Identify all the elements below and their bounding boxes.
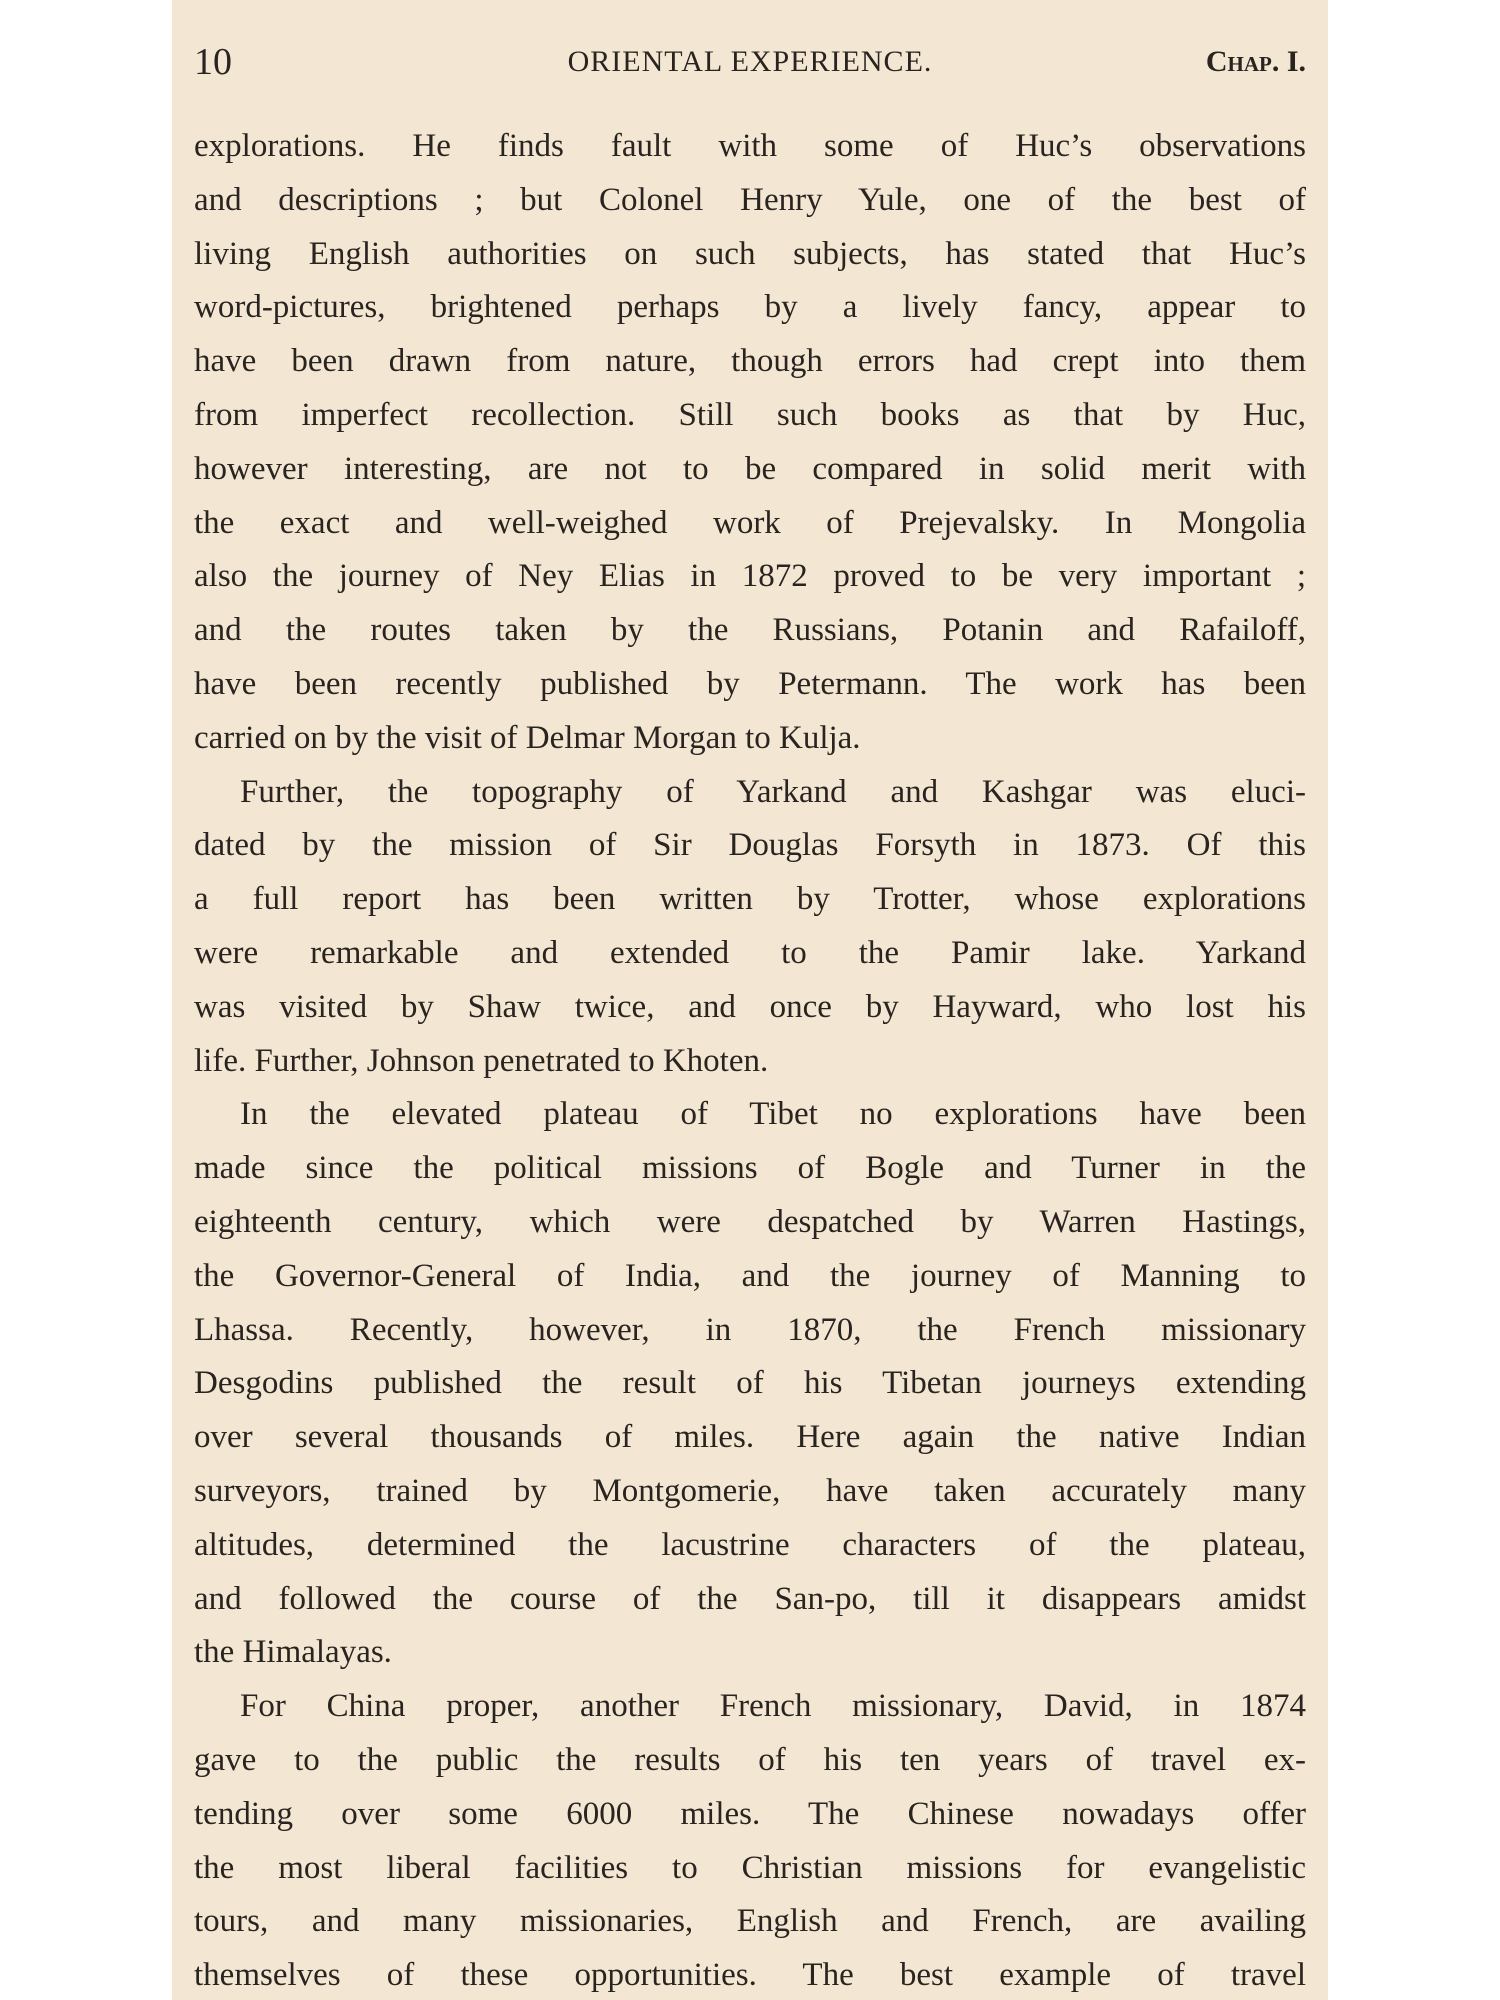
text-line: tours, and many missionaries, English and French, are availing	[194, 1903, 1306, 1940]
paragraph	[194, 766, 1306, 1089]
text-line: and followed the course of the San-po, till it disappears amidst	[194, 1580, 1306, 1617]
text-line: In the elevated plateau of Tibet no explorations have been	[240, 1096, 1306, 1133]
text-line: Further, the topography of Yarkand and Kashgar was eluci-	[240, 773, 1306, 810]
text-line: living English authorities on such subjects, has stated that Huc’s	[194, 235, 1306, 272]
text-line: and the routes taken by the Russians, Potanin and Rafailoff,	[194, 612, 1306, 649]
text-line: made since the political missions of Bogle and Turner in the	[194, 1150, 1306, 1187]
text-line: the exact and well-weighed work of Prejevalsky. In Mongolia	[194, 504, 1306, 541]
text-line: carried on by the visit of Delmar Morgan to Kulja.	[194, 719, 861, 756]
text-line: gave to the public the results of his ten years of travel ex-	[194, 1741, 1306, 1778]
text-line: have been drawn from nature, though errors had crept into them	[194, 343, 1306, 380]
text-line: a full report has been written by Trotter, whose explorations	[194, 881, 1306, 918]
text-line: also the journey of Ney Elias in 1872 proved to be very important ;	[194, 558, 1306, 595]
text-line: eighteenth century, which were despatched by Warren Hastings,	[194, 1203, 1306, 1240]
text-line: were remarkable and extended to the Pamir lake. Yarkand	[194, 934, 1306, 971]
text-line: For China proper, another French missionary, David, in 1874	[240, 1688, 1306, 1725]
text-line: Lhassa. Recently, however, in 1870, the French missionary	[194, 1311, 1306, 1348]
paragraph	[194, 120, 1306, 766]
text-line: explorations. He finds fault with some of Huc’s observations	[194, 128, 1306, 164]
running-title: ORIENTAL EXPERIENCE.	[567, 45, 933, 78]
page-number: 10	[194, 41, 232, 83]
text-line: themselves of these opportunities. The best example of travel	[194, 1957, 1306, 1994]
text-line: over several thousands of miles. Here again the native Indian	[194, 1419, 1306, 1456]
text-line: surveyors, trained by Montgomerie, have taken accurately many	[194, 1472, 1306, 1509]
text-line: Desgodins published the result of his Tibetan journeys extending	[194, 1365, 1306, 1402]
text-line: was visited by Shaw twice, and once by Hayward, who lost his	[194, 988, 1306, 1025]
text-line: dated by the mission of Sir Douglas Forsyth in 1873. Of this	[194, 827, 1306, 864]
text-line: from imperfect recollection. Still such books as that by Huc,	[194, 396, 1306, 433]
text-line: tending over some 6000 miles. The Chinese nowadays offer	[194, 1795, 1306, 1832]
text-line: word-pictures, brightened perhaps by a lively fancy, appear to	[194, 289, 1306, 326]
text-line: however interesting, are not to be compared in solid merit with	[194, 450, 1306, 487]
paragraph	[194, 1680, 1306, 2000]
text-line: and descriptions ; but Colonel Henry Yule, one of the best of	[194, 181, 1306, 218]
text-line: have been recently published by Petermann. The work has been	[194, 665, 1306, 702]
paragraph	[194, 1088, 1306, 1680]
text-line: life. Further, Johnson penetrated to Khoten.	[194, 1042, 769, 1079]
body-text	[194, 120, 1306, 2000]
chapter-label: Chap. I.	[1205, 45, 1306, 78]
text-line: the Governor-General of India, and the journey of Manning to	[194, 1257, 1306, 1294]
text-line: altitudes, determined the lacustrine characters of the plateau,	[194, 1526, 1306, 1563]
text-line: the most liberal facilities to Christian missions for evangelistic	[194, 1849, 1306, 1886]
book-page	[172, 0, 1328, 2000]
text-line: the Himalayas.	[194, 1634, 392, 1671]
page-header	[194, 34, 1306, 90]
